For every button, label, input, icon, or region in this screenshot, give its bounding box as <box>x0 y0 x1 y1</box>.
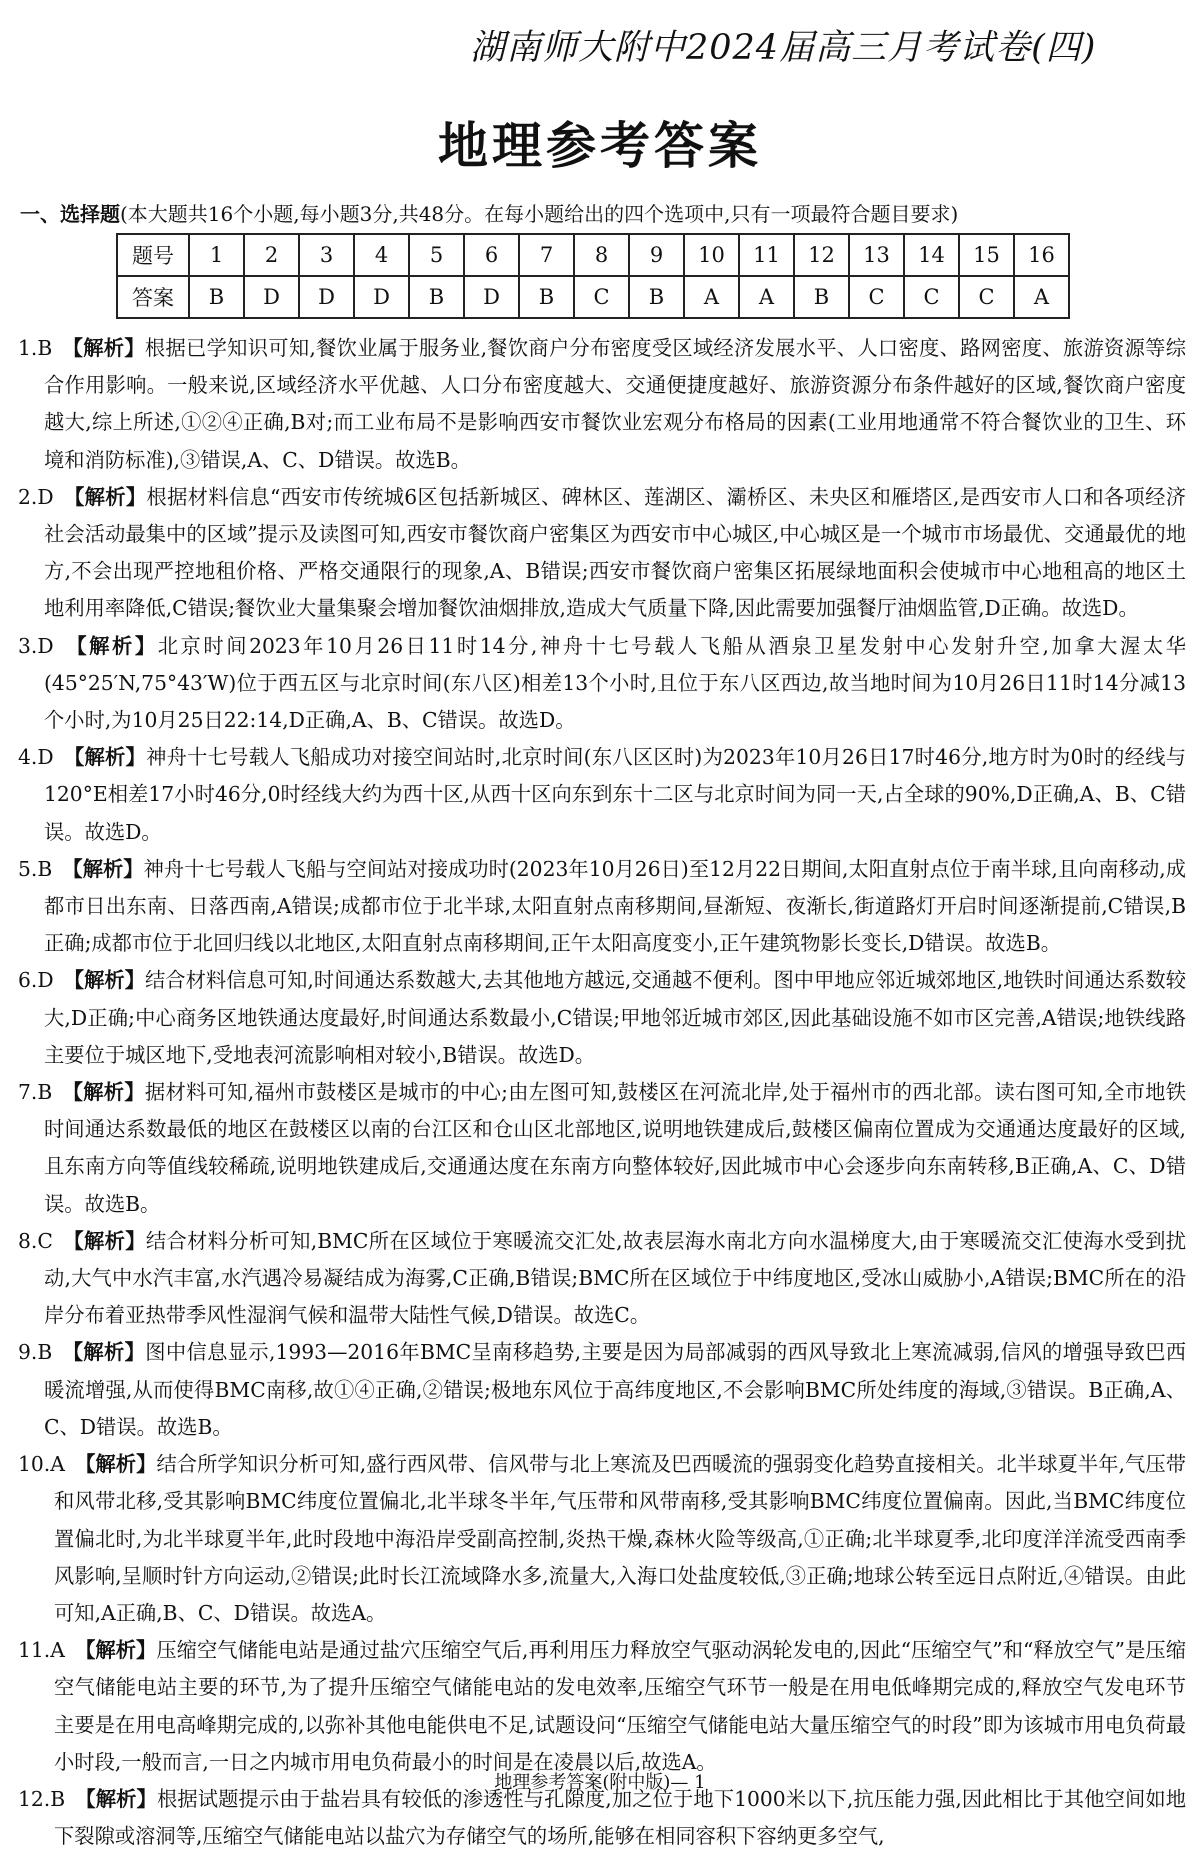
explanation-item <box>18 479 1186 628</box>
item-number-answer: 11.A <box>18 1638 65 1663</box>
analysis-text: 图中信息显示,1993—2016年BMC呈南移趋势,主要是因为局部减弱的西风导致北上寒流减弱,信风的增强导致巴西暖流增强,从而使得BMC南移,故①④正确,②错误;极地东风位于高纬度地区,不会影响BMC所处纬度的海域,③错误。B正确,A、C、D错误。故选B。 <box>44 1340 1186 1439</box>
analysis-text: 据材料可知,福州市鼓楼区是城市的中心;由左图可知,鼓楼区在河流北岸,处于福州市的西北部。读右图可知,全市地铁时间通达系数最低的地区在鼓楼区以南的台江区和仓山区北部地区,说明地铁建成后,鼓楼区偏南位置成为交通通达度最好的区域,且东南方向等值线较稀疏,说明地铁建成后,交通通达度在东南方向整体较好,因此城市中心会逐步向东南转移,B正确,A、C、D错误。故选B。 <box>44 1080 1186 1216</box>
answer-cell: B <box>519 276 574 318</box>
analysis-text: 根据已学知识可知,餐饮业属于服务业,餐饮商户分布密度受区域经济发展水平、人口密度、路网密度、旅游资源等综合作用影响。一般来说,区域经济水平优越、人口分布密度越大、交通便捷度越好、旅游资源分布条件越好的区域,餐饮商户密度越大,综上所述,①②④正确,B对;而工业布局不是影响西安市餐饮业宏观分布格局的因素(工业用地通常不符合餐饮业的卫生、环境和消防标准),③错误,A、C、D错误。故选B。 <box>44 336 1186 472</box>
question-number-cell: 2 <box>244 234 299 276</box>
question-number-cell: 7 <box>519 234 574 276</box>
answer-cell: B <box>189 276 244 318</box>
answer-cell: B <box>794 276 849 318</box>
row-label-number: 题号 <box>117 234 189 276</box>
answer-cell: D <box>299 276 354 318</box>
question-number-cell: 11 <box>739 234 794 276</box>
explanation-item <box>18 330 1186 479</box>
question-number-cell: 10 <box>684 234 739 276</box>
item-number-answer: 5.B <box>18 856 53 881</box>
analysis-text: 结合所学知识分析可知,盛行西风带、信风带与北上寒流及巴西暖流的强弱变化趋势直接相关。北半球夏半年,气压带和风带北移,受其影响BMC纬度位置偏北,北半球冬半年,气压带和风带南移,受其影响BMC纬度位置偏南。因此,当BMC纬度位置偏北时,为北半球夏半年,此时段地中海沿岸受副高控制,炎热干燥,森林火险等级高,①正确;北半球夏季,北印度洋洋流受西南季风影响,呈顺时针方向运动,②错误;此时长江流域降水多,流量大,入海口处盐度较低,③正确;地球公转至远日点附近,④错误。由此可知,A正确,B、C、D错误。故选A。 <box>54 1452 1186 1625</box>
answer-cell: C <box>904 276 959 318</box>
document-title: 地理参考答案 <box>438 116 762 175</box>
explanation-item <box>18 1446 1186 1632</box>
analysis-text: 神舟十七号载人飞船成功对接空间站时,北京时间(东八区区时)为2023年10月26日17时46分,地方时为0时的经线与120°E相差17小时46分,0时经线大约为西十区,从西十区向东到东十二区与北京时间为同一天,占全球的90%,D正确,A、B、C错误。故选D。 <box>44 745 1186 844</box>
school-exam-title: 湖南师大附中2024届高三月考试卷(四) <box>470 28 1097 68</box>
question-number-cell: 15 <box>959 234 1014 276</box>
explanation-item <box>18 628 1186 740</box>
question-number-row <box>117 234 1069 276</box>
question-number-cell: 5 <box>409 234 464 276</box>
answer-cell: B <box>629 276 684 318</box>
explanation-item <box>18 1223 1186 1335</box>
explanation-item <box>18 1632 1186 1781</box>
answer-cell: A <box>739 276 794 318</box>
analysis-text: 神舟十七号载人飞船与空间站对接成功时(2023年10月26日)至12月22日期间,太阳直射点位于南半球,且向南移动,成都市日出东南、日落西南,A错误;成都市位于北半球,太阳直射点南移期间,昼渐短、夜渐长,街道路灯开启时间逐渐提前,C错误,B正确;成都市位于北回归线以北地区,太阳直射点南移期间,正午太阳高度变小,正午建筑物影长变长,D错误。故选B。 <box>44 856 1186 956</box>
explanation-item <box>18 1334 1186 1446</box>
analysis-text: 压缩空气储能电站是通过盐穴压缩空气后,再利用压力释放空气驱动涡轮发电的,因此“压缩空气”和“释放空气”是压缩空气储能电站主要的环节,为了提升压缩空气储能电站的发电效率,压缩空气环节一般是在用电低峰期完成的,释放空气发电环节主要是在用电高峰期完成的,以弥补其他电能供电不足,试题设问“压缩空气储能电站大量压缩空气的时段”即为该城市用电负荷最小时段,一般而言,一日之内城市用电负荷最小的时间是在凌晨以后,故选A。 <box>54 1638 1186 1774</box>
analysis-text: 北京时间2023年10月26日11时14分,神舟十七号载人飞船从酒泉卫星发射中心发射升空,加拿大渥太华(45°25′N,75°43′W)位于西五区与北京时间(东八区)相差13个小时,且位于东八区西边,故当地时间为10月26日11时14分减13个小时,为10月25日22:14,D正确,A、B、C错误。故选D。 <box>44 633 1186 733</box>
analysis-text: 根据试题提示由于盐岩具有较低的渗透性与孔隙度,加之位于地下1000米以下,抗压能力强,因此相比于其他空间如地下裂隙或溶洞等,压缩空气储能电站以盐穴为存储空气的场所,能够在相同容积下容纳更多空气, <box>54 1786 1186 1849</box>
answer-cell: D <box>354 276 409 318</box>
analysis-tag: 【解析】 <box>62 1340 146 1365</box>
question-number-cell: 16 <box>1014 234 1069 276</box>
item-number-answer: 9.B <box>18 1340 53 1365</box>
analysis-tag: 【解析】 <box>75 1786 157 1811</box>
answer-cell: B <box>409 276 464 318</box>
item-number-answer: 3.D <box>18 633 54 658</box>
analysis-text: 根据材料信息“西安市传统城6区包括新城区、碑林区、莲湖区、灞桥区、未央区和雁塔区,是西安市人口和各项经济社会活动最集中的区域”提示及读图可知,西安市餐饮商户密集区为西安市中心城区,中心城区是一个城市市场最优、交通最优的地方,不会出现严控地租价格、严格交通限行的现象,A、B错误;西安市餐饮商户密集区拓展绿地面积会使城市中心地租高的地区土地利用率降低,C错误;餐饮业大量集聚会增加餐饮油烟排放,造成大气质量下降,因此需要加强餐厅油烟监管,D正确。故选D。 <box>44 484 1186 621</box>
answer-cell: A <box>1014 276 1069 318</box>
item-number-answer: 12.B <box>18 1786 66 1811</box>
item-number-answer: 7.B <box>18 1080 53 1105</box>
item-number-answer: 8.C <box>18 1228 53 1253</box>
answer-cell: C <box>959 276 1014 318</box>
analysis-tag: 【解析】 <box>75 1452 157 1477</box>
analysis-tag: 【解析】 <box>62 336 145 360</box>
answer-table <box>116 233 1070 319</box>
explanation-list <box>18 330 1186 1855</box>
question-number-cell: 8 <box>574 234 629 276</box>
item-number-answer: 1.B <box>18 336 53 360</box>
item-number-answer: 2.D <box>18 484 54 509</box>
question-number-cell: 13 <box>849 234 904 276</box>
analysis-tag: 【解析】 <box>62 856 144 881</box>
analysis-tag: 【解析】 <box>63 484 147 509</box>
answer-cell: C <box>849 276 904 318</box>
answer-cell: D <box>464 276 519 318</box>
question-number-cell: 9 <box>629 234 684 276</box>
answer-cell: A <box>684 276 739 318</box>
explanation-item <box>18 851 1186 963</box>
analysis-tag: 【解析】 <box>63 1228 146 1253</box>
analysis-text: 结合材料信息可知,时间通达系数越大,去其他地方越远,交通越不便利。图中甲地应邻近城郊地区,地铁时间通达系数较大,D正确;中心商务区地铁通达度最好,时间通达系数最小,C错误;甲地邻近城市郊区,因此基础设施不如市区完善,A错误;地铁线路主要位于城区地下,受地表河流影响相对较小,B错误。故选D。 <box>44 968 1186 1067</box>
explanation-item <box>18 1074 1186 1223</box>
item-number-answer: 6.D <box>18 968 54 993</box>
analysis-tag: 【解析】 <box>63 745 147 770</box>
question-number-cell: 1 <box>189 234 244 276</box>
question-number-cell: 14 <box>904 234 959 276</box>
answer-cell: D <box>244 276 299 318</box>
explanation-item <box>18 739 1186 851</box>
analysis-tag: 【解析】 <box>75 1638 157 1663</box>
question-number-cell: 12 <box>794 234 849 276</box>
section-instruction: (本大题共16个小题,每小题3分,共48分。在每小题给出的四个选项中,只有一项最符合题目要求) <box>120 202 959 226</box>
explanation-item <box>18 962 1186 1074</box>
section-heading <box>20 198 1190 227</box>
answer-cell: C <box>574 276 629 318</box>
answer-row <box>117 276 1069 318</box>
analysis-tag: 【解析】 <box>62 1080 145 1105</box>
question-number-cell: 3 <box>299 234 354 276</box>
item-number-answer: 10.A <box>18 1452 65 1477</box>
row-label-answer: 答案 <box>117 276 189 318</box>
question-number-cell: 4 <box>354 234 409 276</box>
question-number-cell: 6 <box>464 234 519 276</box>
analysis-text: 结合材料分析可知,BMC所在区域位于寒暖流交汇处,故表层海水南北方向水温梯度大,由于寒暖流交汇使海水受到扰动,大气中水汽丰富,水汽遇冷易凝结成为海雾,C正确,B错误;BMC所在区域位于中纬度地区,受冰山威胁小,A错误;BMC所在的沿岸分布着亚热带季风性湿润气候和温带大陆性气候,D错误。故选C。 <box>44 1228 1186 1328</box>
analysis-tag: 【解析】 <box>63 968 145 993</box>
section-label: 一、选择题 <box>20 202 120 226</box>
page-footer: 地理参考答案(附中版)— 1 <box>494 1772 706 1793</box>
item-number-answer: 4.D <box>18 745 54 770</box>
analysis-tag: 【解析】 <box>63 633 158 658</box>
